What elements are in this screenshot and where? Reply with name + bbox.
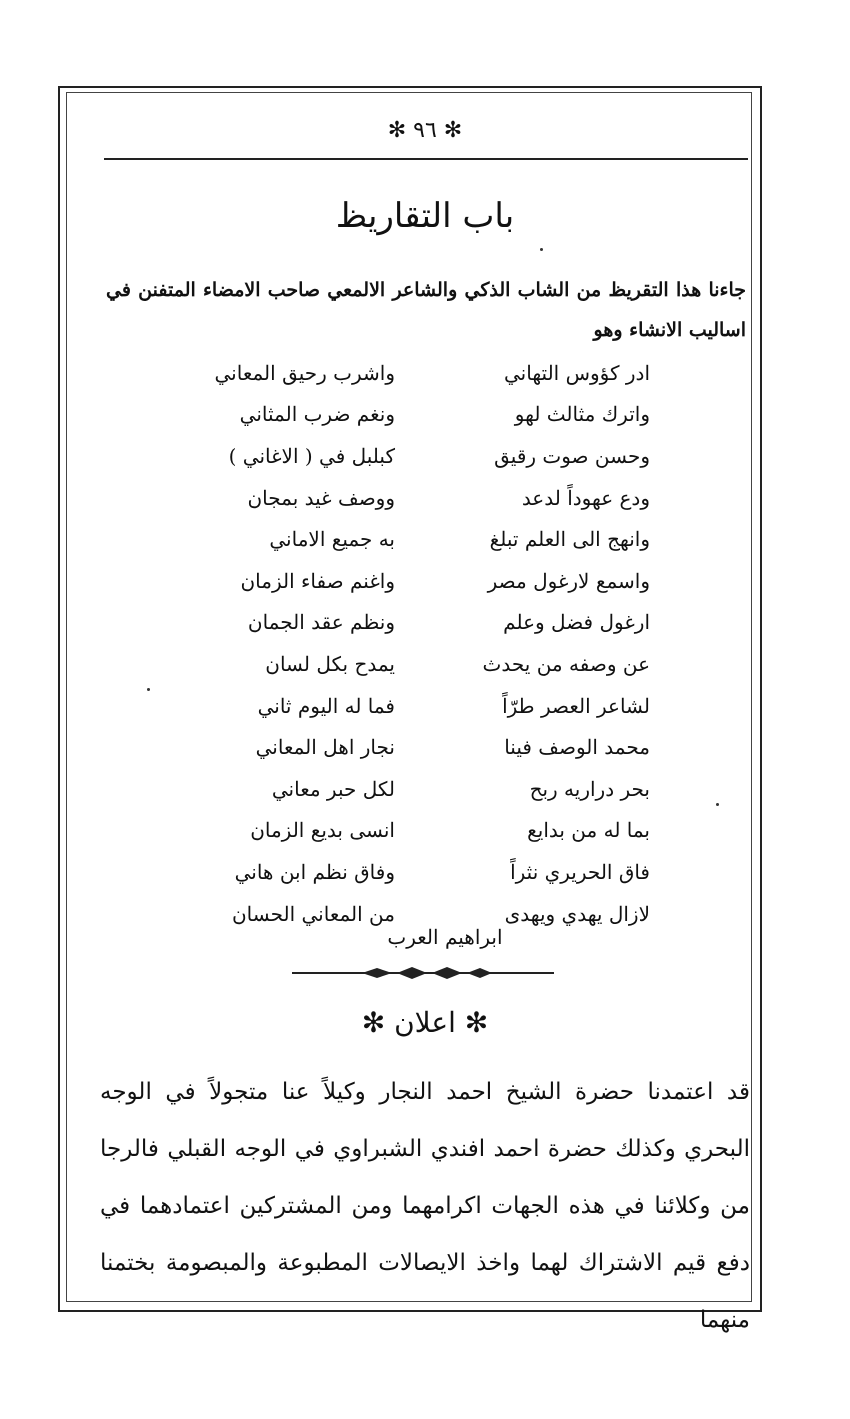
poem-verse xyxy=(200,394,650,436)
poem-verse xyxy=(200,851,650,893)
verse-hemistich-first: وحسن صوت رقيق xyxy=(494,443,650,468)
verse-hemistich-first: فاق الحريري نثراً xyxy=(510,859,650,884)
stray-dot xyxy=(716,803,719,806)
poem-verse xyxy=(200,768,650,810)
announcement-title: ✻ اعلان ✻ xyxy=(361,1006,489,1039)
verse-hemistich-second: لكل حبر معاني xyxy=(271,776,395,801)
verse-hemistich-second: انسى بديع الزمان xyxy=(250,818,395,843)
poem-verse xyxy=(200,726,650,768)
poem-verse xyxy=(200,435,650,477)
poem-verse xyxy=(200,477,650,519)
poem-verse xyxy=(200,643,650,685)
poet-signature: ابراهيم العرب xyxy=(387,925,503,949)
poem-verse xyxy=(200,685,650,727)
verse-hemistich-second: فما له اليوم ثاني xyxy=(257,693,395,718)
poem-verse xyxy=(200,602,650,644)
ornament-divider xyxy=(292,966,554,980)
header-rule xyxy=(104,158,748,160)
verse-hemistich-first: عن وصفه من يحدث xyxy=(482,651,650,676)
poem-verse xyxy=(200,560,650,602)
verse-hemistich-first: محمد الوصف فينا xyxy=(504,735,650,760)
verse-hemistich-second: وفاق نظم ابن هاني xyxy=(234,859,395,884)
section-title: باب التقاريظ xyxy=(335,196,515,236)
verse-hemistich-second: واشرب رحيق المعاني xyxy=(214,360,395,385)
poem-verse xyxy=(200,810,650,852)
verse-hemistich-second: ونغم ضرب المثاني xyxy=(239,402,395,427)
poem xyxy=(200,352,650,934)
verse-hemistich-second: يمدح بكل لسان xyxy=(265,651,395,676)
verse-hemistich-first: بحر دراريه ربح xyxy=(529,776,650,801)
verse-hemistich-second: ووصف غيد بمجان xyxy=(247,485,395,510)
verse-hemistich-first: لشاعر العصر طرّاً xyxy=(502,693,650,718)
verse-hemistich-first: واسمع لارغول مصر xyxy=(487,568,650,593)
verse-hemistich-first: ودع عهوداً لدعد xyxy=(521,485,650,510)
poem-verse xyxy=(200,518,650,560)
poem-verse xyxy=(200,352,650,394)
announcement-body: قد اعتمدنا حضرة الشيخ احمد النجار وكيلاً عنا متجولاً في الوجه البحري وكذلك حضرة احمد افندي الشبراوي في الوجه القبلي فالرجا من وكلائنا في هذه الجهات اكرامهما ومن المشتركين اعتمادهما في دفع قيم الاشتراك لهما واخذ الايصالات المطبوعة والمبصومة بختمنا منهما xyxy=(100,1079,750,1333)
page-number: ✻ ٩٦ ✻ xyxy=(387,118,463,143)
verse-hemistich-first: لازال يهدي ويهدى xyxy=(504,901,650,926)
verse-hemistich-first: ادر كؤوس التهاني xyxy=(504,360,650,385)
verse-hemistich-second: نجار اهل المعاني xyxy=(255,735,395,760)
verse-hemistich-first: وانهج الى العلم تبلغ xyxy=(489,527,650,552)
verse-hemistich-second: من المعاني الحسان xyxy=(231,901,395,926)
intro-paragraph: جاءنا هذا التقريظ من الشاب الذكي والشاعر الالمعي صاحب الامضاء المتفنن في اساليب الانشاء وهو xyxy=(106,279,746,341)
verse-hemistich-first: واترك مثالث لهو xyxy=(514,402,650,427)
verse-hemistich-first: ارغول فضل وعلم xyxy=(503,610,650,635)
verse-hemistich-second: ونظم عقد الجمان xyxy=(247,610,395,635)
verse-hemistich-second: كبلبل في ( الاغاني ) xyxy=(228,443,395,468)
verse-hemistich-second: به جميع الاماني xyxy=(269,527,395,552)
verse-hemistich-first: بما له من بدايع xyxy=(527,818,650,843)
stray-dot xyxy=(147,688,150,691)
verse-hemistich-second: واغنم صفاء الزمان xyxy=(240,568,395,593)
stray-dot xyxy=(540,248,543,251)
